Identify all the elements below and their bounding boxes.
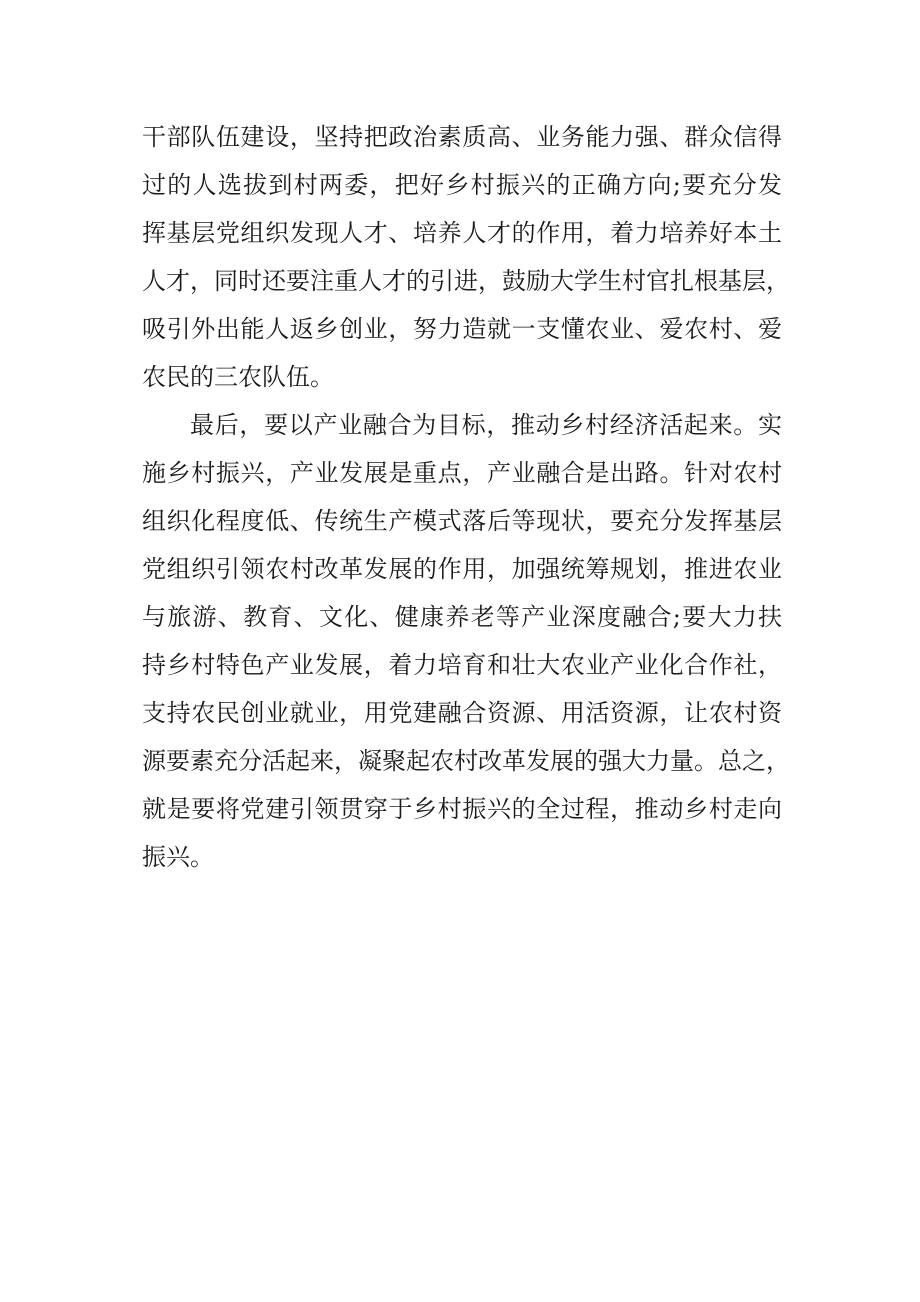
paragraph-2-line-3: 组织化程度低、传统生产模式落后等现状，要充分发挥基层	[142, 507, 782, 535]
paragraph-1-line-4: 人才，同时还要注重人才的引进，鼓励大学生村官扎根基层，	[142, 267, 790, 295]
paragraph-1-line-5: 吸引外出能人返乡创业，努力造就一支懂农业、爱农村、爱	[142, 315, 782, 343]
paragraph-2-line-1: 最后，要以产业融合为目标，推动乡村经济活起来。实	[190, 411, 782, 439]
paragraph-1-line-1: 干部队伍建设，坚持把政治素质高、业务能力强、群众信得	[142, 123, 782, 151]
paragraph-2-line-2: 施乡村振兴，产业发展是重点，产业融合是出路。针对农村	[142, 459, 782, 487]
paragraph-2-line-9: 就是要将党建引领贯穿于乡村振兴的全过程，推动乡村走向	[142, 795, 782, 823]
paragraph-1-line-6: 农民的三农队伍。	[142, 363, 334, 391]
paragraph-2-line-6: 持乡村特色产业发展，着力培育和壮大农业产业化合作社，	[142, 651, 782, 679]
paragraph-1-line-2: 过的人选拔到村两委，把好乡村振兴的正确方向;要充分发	[142, 171, 782, 199]
paragraph-2-line-5: 与旅游、教育、文化、健康养老等产业深度融合;要大力扶	[142, 603, 782, 631]
paragraph-1-line-3: 挥基层党组织发现人才、培养人才的作用，着力培养好本土	[142, 219, 782, 247]
paragraph-2-line-10: 振兴。	[142, 843, 214, 871]
paragraph-2-line-7: 支持农民创业就业，用党建融合资源、用活资源，让农村资	[142, 699, 782, 727]
document-body	[142, 113, 790, 881]
paragraph-2-line-4: 党组织引领农村改革发展的作用，加强统筹规划，推进农业	[142, 555, 782, 583]
paragraph-2-line-8: 源要素充分活起来，凝聚起农村改革发展的强大力量。总之，	[142, 747, 790, 775]
